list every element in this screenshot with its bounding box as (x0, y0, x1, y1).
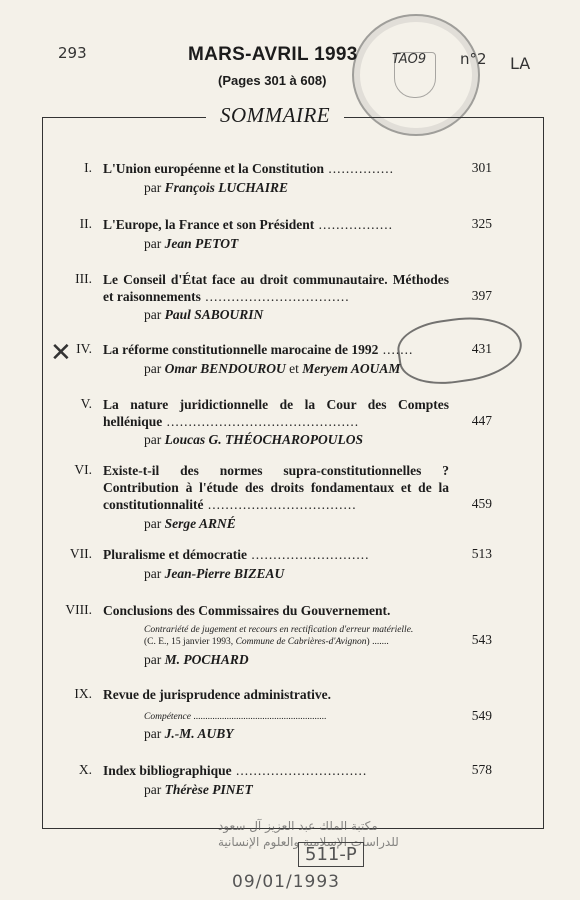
entry-author: par M. POCHARD (144, 652, 249, 667)
entry-number: I. (84, 160, 92, 175)
entry-number: VII. (69, 546, 92, 561)
entry-subtitle: Compétence ........................................................ (144, 712, 327, 722)
entry-author: par Serge ARNÉ (144, 516, 236, 531)
entry-page: 397 (471, 288, 492, 303)
entry-author: par Paul SABOURIN (144, 307, 264, 322)
entry-title: Index bibliographique .............................. (103, 763, 368, 778)
entry-title: Pluralisme et démocratie ........................... (103, 547, 370, 562)
entry-author: par Jean-Pierre BIZEAU (144, 566, 285, 581)
call-number: 511-P (298, 842, 364, 867)
entry-page: 431 (471, 341, 492, 356)
issue-date: MARS-AVRIL 1993 (188, 44, 358, 65)
library-stamp-text: مكتبة الملك عبد العزيز آل سعود للدراسات الإسلامية والعلوم الإنسانية (218, 819, 399, 849)
entry-author: par Thérèse PINET (144, 782, 253, 797)
entry-title: Existe-t-il des normes supra-constitutionnelles ? Contribution à l'étude des droits fondamentaux et de la constitutionnalité .................................. (103, 463, 449, 512)
entry-number: V. (80, 396, 92, 411)
entry-title: Conclusions des Commissaires du Gouvernement. (103, 603, 391, 618)
entry-page: 459 (471, 496, 492, 511)
entry-number: II. (79, 216, 92, 231)
entry-page: 447 (471, 413, 492, 428)
entry-page: 513 (471, 546, 492, 561)
inventory-date: 09/01/1993 (232, 872, 340, 892)
entry-title: Revue de jurisprudence administrative. (103, 687, 331, 702)
entry-author: par J.-M. AUBY (144, 726, 234, 741)
entry-author: par Jean PETOT (144, 236, 239, 251)
entry-page: 578 (471, 762, 492, 777)
entry-number: IX. (74, 686, 92, 701)
handwritten-number: 293 (58, 44, 87, 62)
entry-number: IV. (76, 341, 92, 356)
section-title: SOMMAIRE (206, 103, 344, 128)
entry-number: X. (78, 762, 92, 777)
entry-number: VI. (74, 462, 92, 477)
entry-subtitle: Contrariété de jugement et recours en rectification d'erreur matérielle. (C. E., 15 janvier 1993, Commune de Cabrières-d'Avignon) ....... (144, 625, 414, 647)
handwritten-mark: ✕ (50, 338, 72, 368)
entry-title: L'Europe, la France et son Président ................. (103, 217, 393, 232)
handwritten-tag: TAO9 (392, 52, 427, 67)
entry-number: VIII. (65, 602, 92, 617)
entry-title: L'Union européenne et la Constitution ............... (103, 161, 395, 176)
entry-title: La nature juridictionnelle de la Cour des Comptes hellénique ............................................ (103, 397, 449, 429)
entry-author: par Omar BENDOUROU et Meryem AOUAM (144, 361, 401, 376)
entry-page: 301 (471, 160, 492, 175)
entry-number: III. (75, 271, 92, 286)
entry-page: 543 (471, 632, 492, 647)
entry-title: La réforme constitutionnelle marocaine de 1992 ....... (103, 342, 414, 357)
handwritten-initials: LA (510, 54, 531, 73)
entry-page: 549 (471, 708, 492, 723)
entry-author: par François LUCHAIRE (144, 180, 289, 195)
page-range: (Pages 301 à 608) (218, 73, 327, 88)
entry-title: Le Conseil d'État face au droit communautaire. Méthodes et raisonnements ................................. (103, 272, 449, 304)
handwritten-issue: n°2 (460, 50, 487, 68)
entry-page: 325 (471, 216, 492, 231)
entry-author: par Loucas G. THÉOCHAROPOULOS (144, 432, 364, 447)
